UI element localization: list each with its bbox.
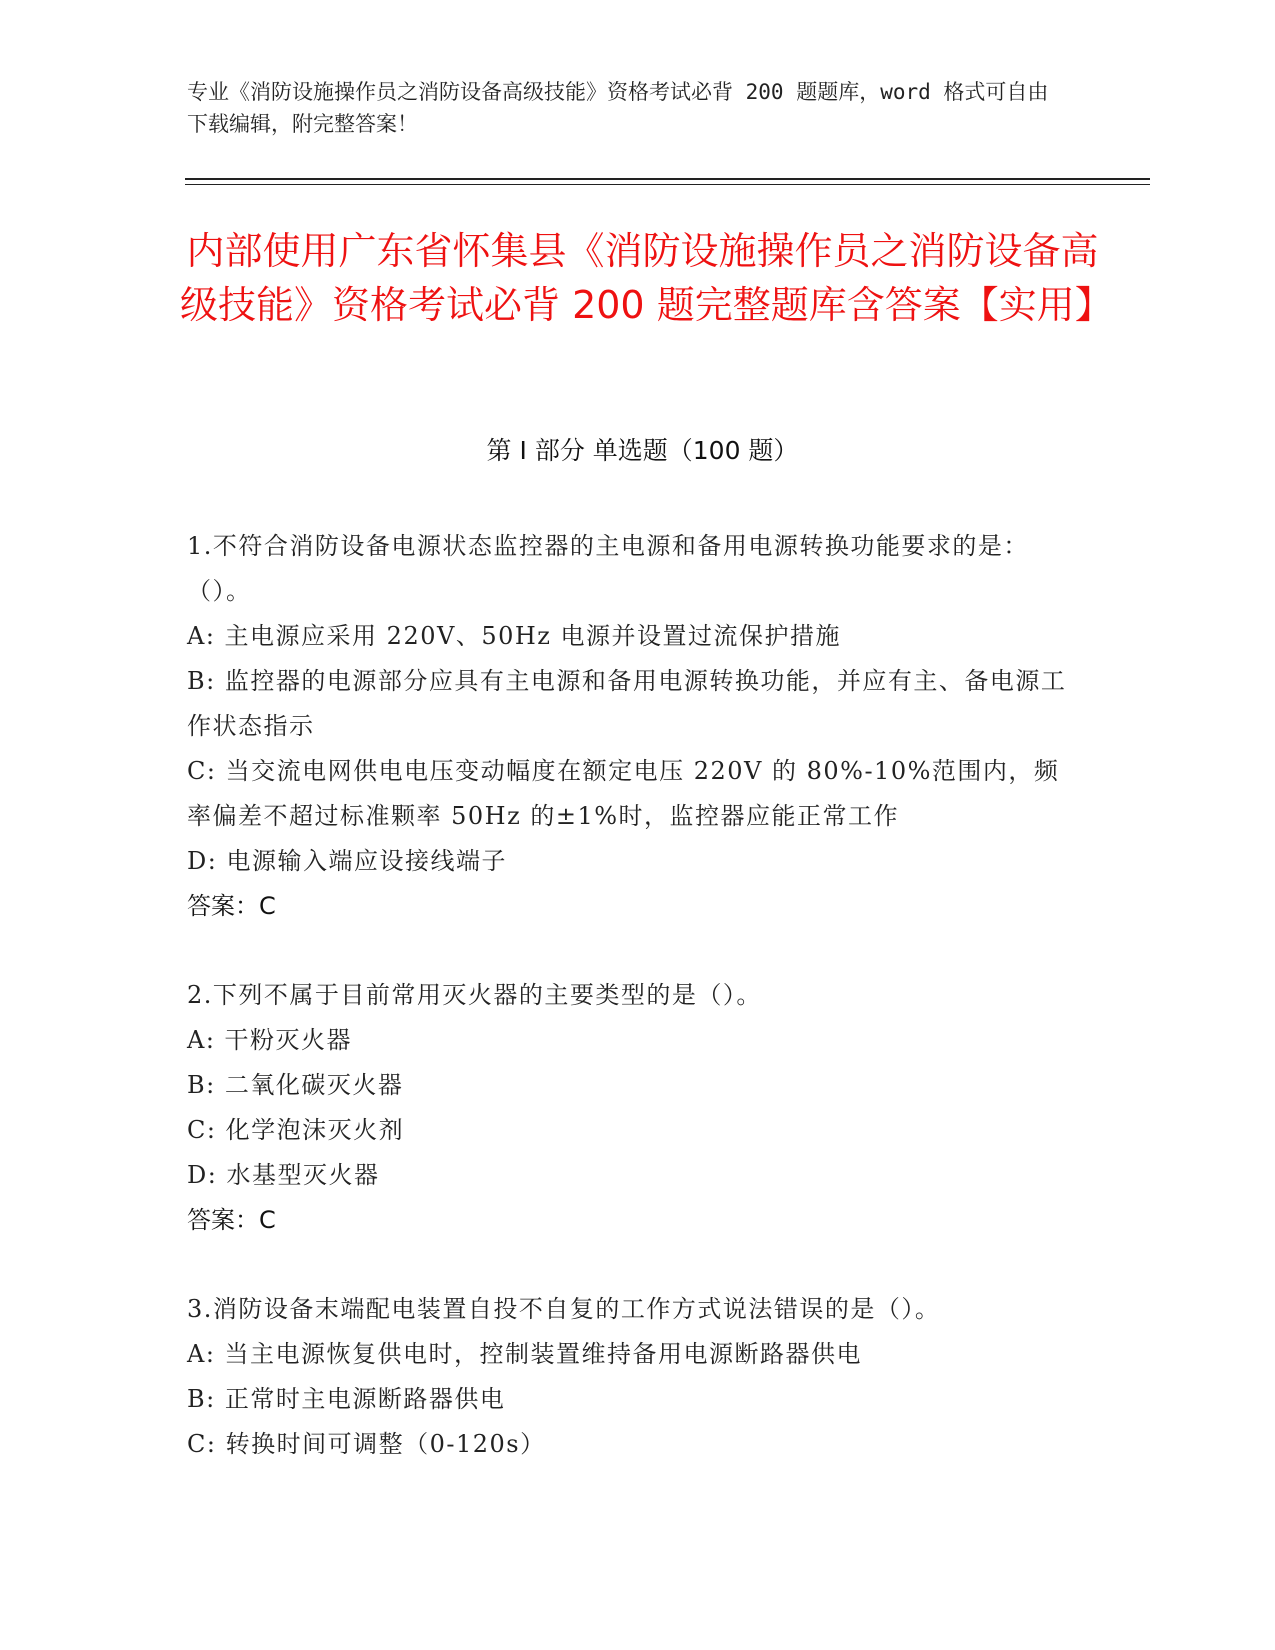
header-note: 专业《消防设施操作员之消防设备高级技能》资格考试必背 200 题题库，word 格式可自由下载编辑，附完整答案！ [187,80,1049,136]
question-stem: 1.不符合消防设备电源状态监控器的主电源和备用电源转换功能要求的是：（）。 [187,532,1029,605]
answer-label: 答案：C [187,1206,276,1234]
option-c: C: 当交流电网供电电压变动幅度在额定电压 220V 的 80%-10%范围内，频率偏差不超过标准颗率 50Hz 的±1%时，监控器应能正常工作 [187,757,1060,830]
question-stem: 3.消防设备末端配电装置自投不自复的工作方式说法错误的是（）。 [187,1295,941,1323]
option-b: B: 正常时主电源断路器供电 [187,1385,506,1413]
question-1 [187,524,1067,929]
option-b: B: 二氧化碳灭火器 [187,1071,404,1099]
question-list [187,524,1067,1511]
header-divider-thin [185,184,1150,185]
option-a: A: 干粉灭火器 [187,1026,353,1054]
option-c: C: 转换时间可调整（0-120s） [187,1430,546,1458]
header-divider-thick [185,178,1150,180]
option-d: D: 水基型灭火器 [187,1161,380,1189]
document-title: 内部使用广东省怀集县《消防设施操作员之消防设备高级技能》资格考试必背 200 题完整题库含答案【实用】 [180,229,1113,327]
option-a: A: 当主电源恢复供电时，控制装置维持备用电源断路器供电 [187,1340,863,1368]
option-c: C: 化学泡沫灭火剂 [187,1116,405,1144]
section-title: 第 I 部分 单选题（100 题） [486,436,799,465]
question-2 [187,973,1067,1243]
question-3 [187,1287,1067,1467]
option-b: B: 监控器的电源部分应具有主电源和备用电源转换功能，并应有主、备电源工作状态指示 [187,667,1067,740]
option-a: A: 主电源应采用 220V、50Hz 电源并设置过流保护措施 [187,622,842,650]
question-stem: 2.下列不属于目前常用灭火器的主要类型的是（）。 [187,981,762,1009]
answer-label: 答案：C [187,892,276,920]
option-d: D: 电源输入端应设接线端子 [187,847,507,875]
